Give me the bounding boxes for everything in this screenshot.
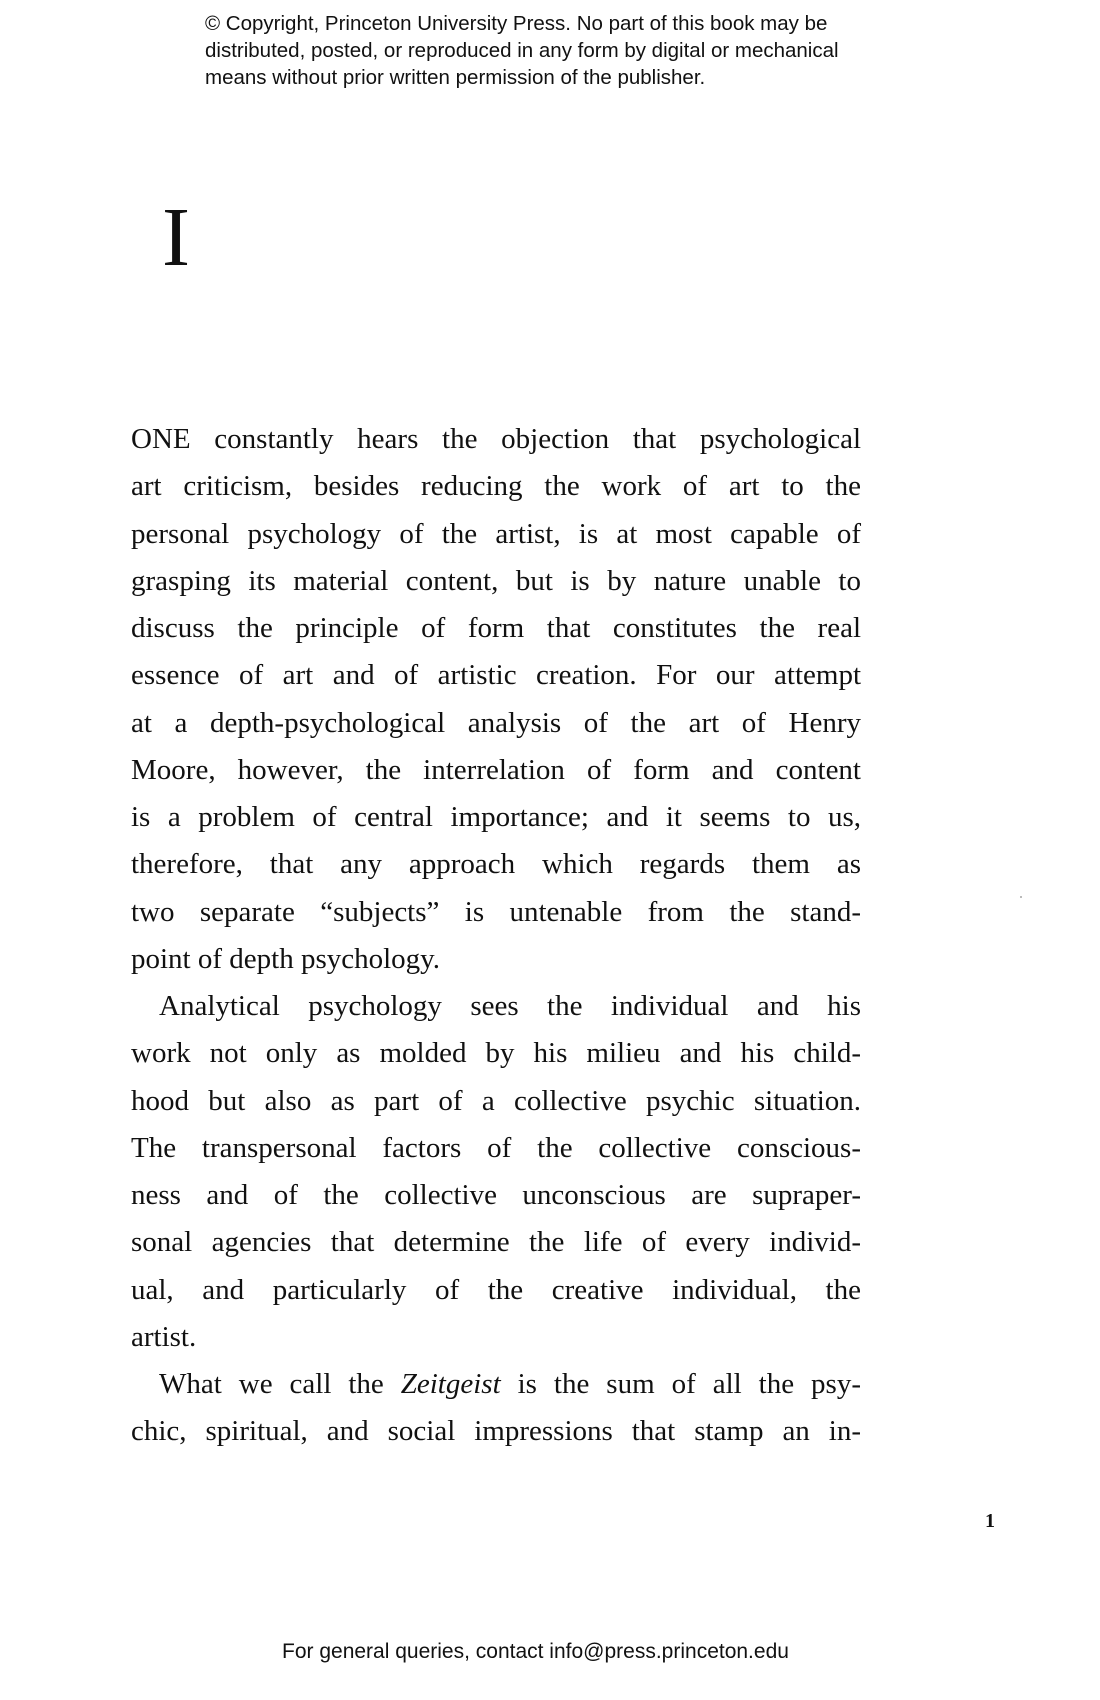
text-line: discuss the principle of form that constitutes the real	[131, 612, 861, 644]
text-span: is the sum of all the psy-	[500, 1368, 861, 1400]
scan-speck	[1020, 896, 1022, 898]
text-line: at a depth-psychological analysis of the art of Henry	[131, 706, 861, 739]
copyright-line: means without prior written permission of the publisher.	[205, 66, 706, 89]
text-line: art criticism, besides reducing the work of art to the	[131, 470, 861, 503]
text-line: two separate “subjects” is untenable from the stand-	[131, 895, 861, 928]
footer-contact: For general queries, contact info@press.princeton.edu	[282, 1640, 789, 1663]
paragraph-1	[131, 416, 861, 983]
text-line: therefore, that any approach which regards them as	[131, 848, 861, 881]
text-line: personal psychology of the artist, is at most capable of	[131, 517, 861, 550]
text-span: What we call the	[159, 1368, 401, 1400]
text-line: hood but also as part of a collective psychic situation.	[131, 1084, 861, 1117]
chapter-body	[131, 416, 861, 1456]
copyright-line: distributed, posted, or reproduced in any form by digital or mechanical	[205, 39, 839, 62]
text-line: point of depth psychology.	[131, 942, 441, 975]
italic-term: Zeitgeist	[400, 1368, 501, 1400]
text-line: sonal agencies that determine the life of every individ-	[131, 1226, 861, 1259]
text-line: Moore, however, the interrelation of form and content	[131, 753, 861, 786]
chapter-number: I	[162, 191, 190, 284]
text-line: ual, and particularly of the creative individual, the	[131, 1273, 861, 1306]
page-number: 1	[985, 1510, 995, 1532]
copyright-notice	[205, 10, 905, 91]
text-line: work not only as molded by his milieu and his child-	[131, 1037, 861, 1070]
text-line: artist.	[131, 1320, 197, 1353]
text-line: ness and of the collective unconscious are supraper-	[131, 1179, 861, 1211]
text-line: grasping its material content, but is by nature unable to	[131, 564, 861, 597]
copyright-line: © Copyright, Princeton University Press. No part of this book may be	[205, 12, 828, 35]
text-line: Analytical psychology sees the individual and his	[159, 990, 861, 1022]
paragraph-2	[131, 983, 861, 1361]
paragraph-3	[131, 1361, 861, 1456]
text-line: is a problem of central importance; and it seems to us,	[131, 801, 861, 833]
text-line: essence of art and of artistic creation. For our attempt	[131, 659, 861, 692]
text-line: ONE constantly hears the objection that psychological	[131, 423, 861, 455]
text-line: chic, spiritual, and social impressions that stamp an in-	[131, 1415, 861, 1448]
text-line: The transpersonal factors of the collective conscious-	[131, 1131, 861, 1164]
text-line	[131, 1361, 861, 1408]
